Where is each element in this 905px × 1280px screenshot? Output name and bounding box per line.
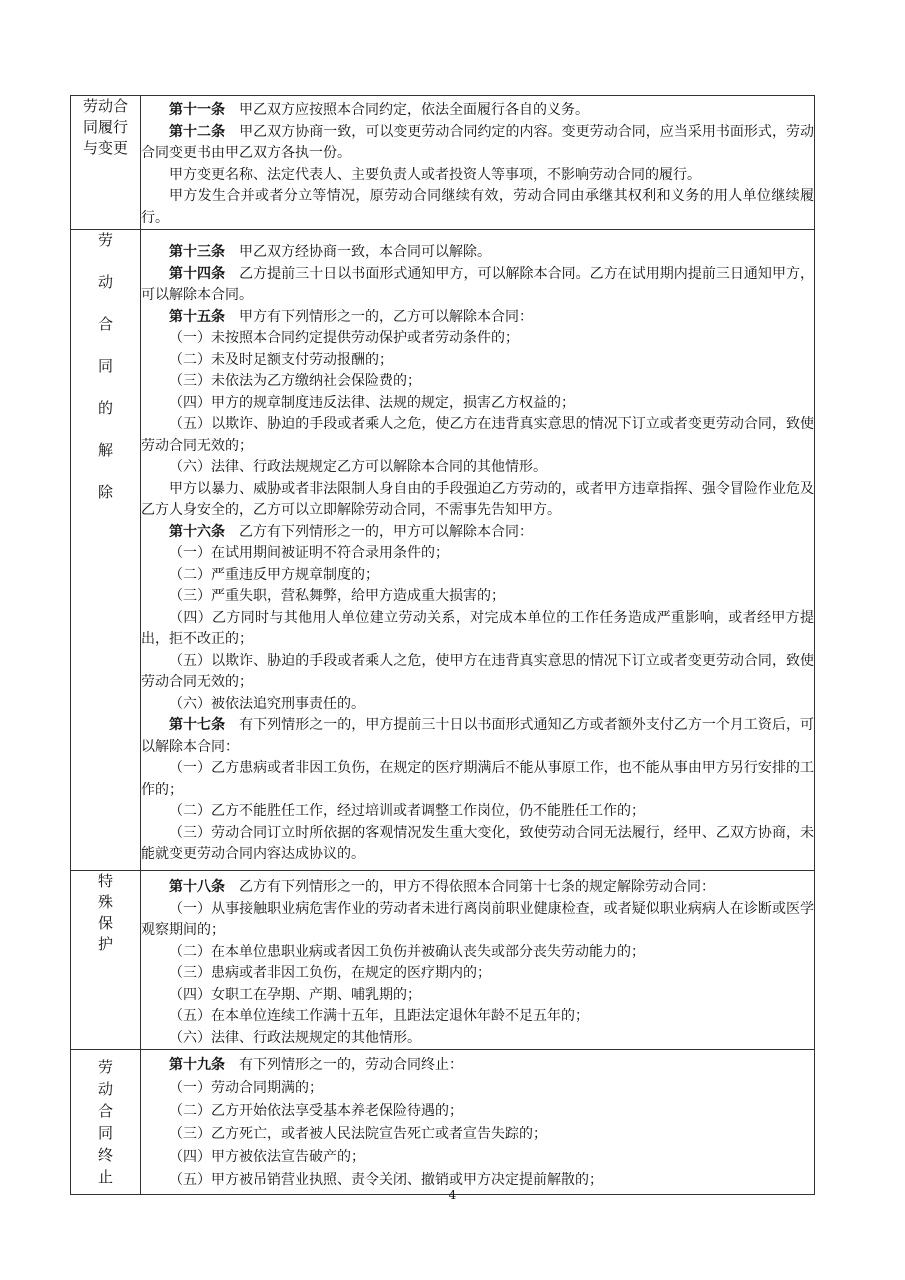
paragraph xyxy=(141,328,814,350)
paragraph xyxy=(141,307,814,329)
paragraph-text: （五）以欺诈、胁迫的手段或者乘人之危，使乙方在违背真实意思的情况下订立或者变更劳动合同，致使劳动合同无效的； xyxy=(141,416,814,454)
paragraph xyxy=(141,877,814,899)
paragraph-text: 甲乙双方经协商一致，本合同可以解除。 xyxy=(225,244,491,260)
article-number: 第十五条 xyxy=(169,308,225,325)
paragraph xyxy=(141,242,814,264)
paragraph xyxy=(141,586,814,608)
paragraph-text: （四）甲方的规章制度违反法律、法规的规定，损害乙方权益的； xyxy=(169,394,575,411)
section-content xyxy=(141,1050,815,1195)
paragraph xyxy=(141,715,814,758)
section-content xyxy=(141,96,815,230)
paragraph xyxy=(141,823,814,866)
paragraph xyxy=(141,1077,814,1100)
paragraph-text: （三）劳动合同订立时所依据的客观情况发生重大变化，致使劳动合同无法履行，经甲、乙双方协商，未能就变更劳动合同内容达成协议的。 xyxy=(141,824,814,862)
paragraph-text: （四）甲方被依法宣告破产的； xyxy=(169,1149,365,1165)
article-number: 第十八条 xyxy=(169,879,225,895)
paragraph xyxy=(141,100,814,122)
section-label: 劳动合 同履行 与变更 xyxy=(82,97,128,157)
article-number: 第十三条 xyxy=(169,244,225,260)
paragraph-text: 甲方变更名称、法定代表人、主要负责人或者投资人等事项，不影响劳动合同的履行。 xyxy=(169,166,701,183)
paragraph-text: （六）被依法追究刑事责任的。 xyxy=(169,695,365,712)
paragraph xyxy=(141,414,814,457)
paragraph xyxy=(141,651,814,694)
paragraph xyxy=(141,985,814,1007)
section-row-termination xyxy=(71,230,815,871)
paragraph-text: 乙方提前三十日以书面形式通知甲方，可以解除本合同。乙方在试用期内提前三日通知甲方，可以解除本合同。 xyxy=(141,265,815,303)
paragraph-text: （一）乙方患病或者非因工负伤，在规定的医疗期满后不能从事原工作，也不能从事由甲方另行安排的工作的； xyxy=(141,760,814,798)
paragraph-text: 有下列情形之一的，劳动合同终止： xyxy=(225,1057,463,1073)
paragraph xyxy=(141,1123,814,1146)
paragraph-text: （二）未及时足额支付劳动报酬的； xyxy=(169,351,393,368)
article-number: 第十四条 xyxy=(169,265,226,282)
paragraph-text: 甲乙双方协商一致，可以变更劳动合同约定的内容。变更劳动合同，应当采用书面形式，劳动合同变更书由甲乙双方各执一份。 xyxy=(141,123,815,161)
paragraph xyxy=(141,457,814,479)
paragraph-text: （五）以欺诈、胁迫的手段或者乘人之危，使甲方在违背真实意思的情况下订立或者变更劳动合同，致使劳动合同无效的； xyxy=(141,652,814,690)
section-label-cell xyxy=(71,230,141,871)
paragraph-text: 甲方发生合并或者分立等情况，原劳动合同继续有效，劳动合同由承继其权利和义务的用人单位继续履行。 xyxy=(141,188,814,226)
article-number: 第十二条 xyxy=(169,123,226,140)
paragraph-text: （六）法律、行政法规规定乙方可以解除本合同的其他情形。 xyxy=(169,459,547,475)
paragraph-text: （三）未依法为乙方缴纳社会保险费的； xyxy=(169,373,421,389)
paragraph xyxy=(141,942,814,964)
paragraph xyxy=(141,694,814,716)
paragraph xyxy=(141,1100,814,1123)
paragraph xyxy=(141,758,814,801)
paragraph-text: （二）乙方不能胜任工作，经过培训或者调整工作岗位，仍不能胜任工作的； xyxy=(169,803,645,819)
paragraph xyxy=(141,350,814,372)
contract-table xyxy=(70,95,815,1195)
paragraph xyxy=(141,165,814,187)
paragraph xyxy=(141,371,814,393)
paragraph xyxy=(141,1028,814,1050)
article-number: 第十一条 xyxy=(169,102,225,118)
section-label: 劳 动 合 同 终 止 xyxy=(97,1058,113,1186)
paragraph-text: 甲乙双方应按照本合同约定，依法全面履行各自的义务。 xyxy=(225,102,589,118)
paragraph-text: 甲方有下列情形之一的，乙方可以解除本合同： xyxy=(225,308,533,325)
paragraph xyxy=(141,522,814,544)
paragraph xyxy=(141,565,814,587)
section-row-performance xyxy=(71,96,815,230)
paragraph-text: （一）未按照本合同约定提供劳动保护或者劳动条件的； xyxy=(169,330,519,346)
paragraph-text: （一）从事接触职业病危害作业的劳动者未进行离岗前职业健康检查，或者疑似职业病病人在诊断或医学观察期间的； xyxy=(141,900,814,938)
paragraph-text: （三）患病或者非因工负伤，在规定的医疗期内的； xyxy=(169,965,491,981)
paragraph xyxy=(141,1054,814,1077)
paragraph-text: 甲方以暴力、威胁或者非法限制人身自由的手段强迫乙方劳动的，或者甲方违章指挥、强令冒险作业危及乙方人身安全的，乙方可以立即解除劳动合同，不需事先告知甲方。 xyxy=(141,480,814,518)
paragraph-text: 乙方有下列情形之一的，甲方不得依照本合同第十七条的规定解除劳动合同： xyxy=(225,879,715,895)
paragraph-text: （五）甲方被吊销营业执照、责令关闭、撤销或甲方决定提前解散的； xyxy=(169,1172,603,1188)
article-number: 第十六条 xyxy=(169,523,225,540)
paragraph-text: （二）在本单位患职业病或者因工负伤并被确认丧失或部分丧失劳动能力的； xyxy=(169,943,645,960)
section-label-cell xyxy=(71,1050,141,1195)
section-row-special-protection xyxy=(71,871,815,1050)
article-number: 第十七条 xyxy=(169,717,226,733)
paragraph xyxy=(141,801,814,823)
paragraph-text: （二）严重违反甲方规章制度的； xyxy=(169,566,379,583)
section-label-cell xyxy=(71,96,141,230)
paragraph xyxy=(141,186,814,229)
section-label-cell xyxy=(71,871,141,1050)
paragraph xyxy=(141,479,814,522)
paragraph xyxy=(141,1006,814,1028)
page-number: 4 xyxy=(448,1188,457,1202)
paragraph-text: （六）法律、行政法规规定的其他情形。 xyxy=(169,1029,421,1046)
paragraph-text: （二）乙方开始依法享受基本养老保险待遇的； xyxy=(169,1103,463,1119)
paragraph-text: （四）女职工在孕期、产期、哺乳期的； xyxy=(169,986,421,1003)
paragraph-text: （五）在本单位连续工作满十五年，且距法定退休年龄不足五年的； xyxy=(169,1008,589,1024)
section-label: 劳 动 合 同 的 解 除 xyxy=(97,231,113,501)
paragraph xyxy=(141,1146,814,1169)
paragraph xyxy=(141,122,814,165)
paragraph xyxy=(141,393,814,415)
paragraph xyxy=(141,899,814,942)
section-content xyxy=(141,230,815,871)
section-label: 特 殊 保 护 xyxy=(97,872,113,953)
article-number: 第十九条 xyxy=(169,1057,225,1073)
paragraph xyxy=(141,543,814,565)
paragraph-text: （三）严重失职，营私舞弊，给甲方造成重大损害的； xyxy=(169,588,505,604)
section-row-contract-end xyxy=(71,1050,815,1195)
paragraph xyxy=(141,963,814,985)
paragraph-text: 有下列情形之一的，甲方提前三十日以书面形式通知乙方或者额外支付乙方一个月工资后，可以解除本合同： xyxy=(141,717,815,755)
section-content xyxy=(141,871,815,1050)
paragraph-text: （一）在试用期间被证明不符合录用条件的； xyxy=(169,545,449,561)
paragraph-text: 乙方有下列情形之一的，甲方可以解除本合同： xyxy=(225,523,533,540)
paragraph xyxy=(141,608,814,651)
paragraph xyxy=(141,264,814,307)
paragraph-text: （三）乙方死亡，或者被人民法院宣告死亡或者宣告失踪的； xyxy=(169,1126,547,1142)
paragraph-text: （四）乙方同时与其他用人单位建立劳动关系，对完成本单位的工作任务造成严重影响，或者经甲方提出，拒不改正的； xyxy=(141,609,814,647)
paragraph-text: （一）劳动合同期满的； xyxy=(169,1080,323,1096)
